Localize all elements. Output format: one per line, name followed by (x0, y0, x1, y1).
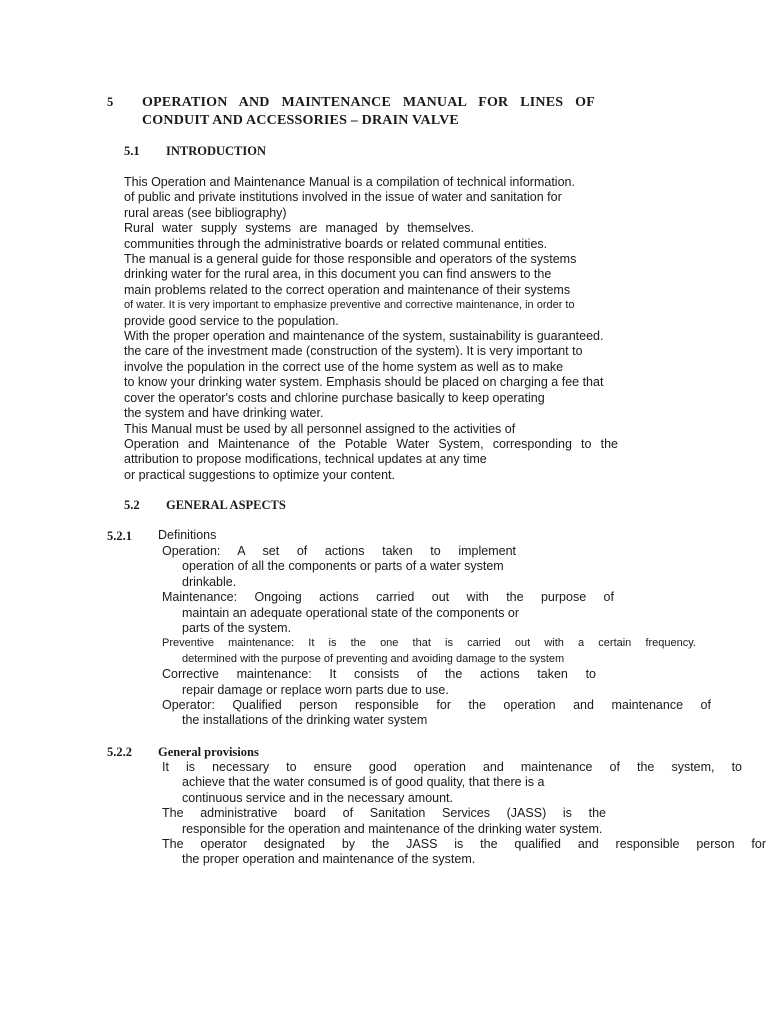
provision-continuation: responsible for the operation and maintenance of the drinking water system. (182, 821, 603, 836)
provision-first-line: It is necessary to ensure good operation and maintenance of the system, to (162, 760, 742, 774)
intro-line: or practical suggestions to optimize your content. (124, 467, 395, 482)
introduction-paragraph (124, 175, 618, 483)
intro-line: This Manual must be used by all personnel assigned to the activities of (124, 421, 516, 436)
list-item (162, 806, 768, 837)
subsection-title-general-provisions: General provisions (158, 745, 259, 759)
intro-line: main problems related to the correct operation and maintenance of their systems (124, 282, 571, 297)
provision-continuation: continuous service and in the necessary amount. (182, 790, 453, 805)
definition-continuation: the installations of the drinking water system (182, 713, 428, 728)
list-item (162, 636, 722, 667)
provision-continuation: the proper operation and maintenance of the system. (182, 852, 476, 867)
chapter-number: 5 (107, 95, 114, 109)
provision-first-line: The operator designated by the JASS is the qualified and responsible person for (162, 837, 766, 852)
definition-continuation: determined with the purpose of preventing and avoiding damage to the system (182, 652, 565, 665)
list-item (162, 760, 768, 806)
definition-first-line: Corrective maintenance: It consists of the actions taken to (162, 667, 596, 682)
intro-line: of water. It is very important to emphasize preventive and corrective maintenance, in order to (124, 299, 575, 312)
intro-line: This Operation and Maintenance Manual is a compilation of technical information. (124, 175, 575, 189)
intro-line: provide good service to the population. (124, 313, 339, 328)
subsection-number-5-2-1: 5.2.1 (107, 529, 132, 543)
definition-continuation: maintain an adequate operational state of the components or (182, 605, 520, 620)
provision-first-line: The administrative board of Sanitation Services (JASS) is the (162, 806, 606, 821)
list-item (162, 667, 722, 698)
section-title-introduction: INTRODUCTION (166, 144, 267, 158)
intro-line: The manual is a general guide for those responsible and operators of the systems (124, 252, 577, 267)
intro-line: cover the operator's costs and chlorine purchase basically to keep operating (124, 390, 545, 405)
definition-first-line: Preventive maintenance: It is the one that is carried out with a certain frequency. (162, 637, 696, 650)
intro-line: the care of the investment made (construction of the system). It is very important to (124, 344, 583, 359)
subsection-title-definitions: Definitions (158, 528, 217, 542)
intro-line: Operation and Maintenance of the Potable Water System, corresponding to the (124, 436, 618, 451)
chapter-title-line-1 (142, 95, 595, 111)
subsection-number-5-2-2: 5.2.2 (107, 745, 132, 759)
intro-line: drinking water for the rural area, in this document you can find answers to the (124, 267, 552, 282)
definition-first-line: Maintenance: Ongoing actions carried out with the purpose of (162, 590, 614, 605)
chapter-title-line-2: CONDUIT AND ACCESSORIES – DRAIN VALVE (142, 113, 459, 128)
definitions-list (162, 544, 722, 729)
intro-line: Rural water supply systems are managed by themselves. (124, 221, 474, 236)
intro-line: communities through the administrative boards or related communal entities. (124, 236, 548, 251)
chapter-title-text-1: OPERATION AND MAINTENANCE MANUAL FOR LINES OF (142, 95, 595, 110)
list-item (162, 544, 722, 590)
definition-first-line: Operation: A set of actions taken to implement (162, 544, 516, 558)
section-number-5-1: 5.1 (124, 144, 140, 158)
definition-continuation: parts of the system. (182, 621, 292, 636)
intro-line: the system and have drinking water. (124, 406, 324, 421)
intro-line: rural areas (see bibliography) (124, 205, 287, 220)
section-title-general-aspects: GENERAL ASPECTS (166, 498, 286, 512)
intro-line: With the proper operation and maintenance of the system, sustainability is guaranteed. (124, 329, 604, 344)
intro-line: involve the population in the correct use of the home system as well as to make (124, 359, 564, 374)
intro-line: attribution to propose modifications, technical updates at any time (124, 452, 487, 467)
definition-continuation: repair damage or replace worn parts due to use. (182, 682, 449, 697)
provision-continuation: achieve that the water consumed is of good quality, that there is a (182, 775, 545, 790)
provisions-list (162, 760, 768, 868)
intro-line: of public and private institutions involved in the issue of water and sanitation for (124, 190, 562, 205)
definition-continuation: operation of all the components or parts of a water system (182, 559, 504, 574)
definition-first-line: Operator: Qualified person responsible for the operation and maintenance of (162, 698, 711, 713)
list-item (162, 837, 768, 868)
intro-line: to know your drinking water system. Emphasis should be placed on charging a fee that (124, 375, 604, 390)
list-item (162, 590, 722, 636)
section-number-5-2: 5.2 (124, 498, 140, 512)
definition-continuation: drinkable. (182, 574, 237, 589)
list-item (162, 698, 722, 729)
